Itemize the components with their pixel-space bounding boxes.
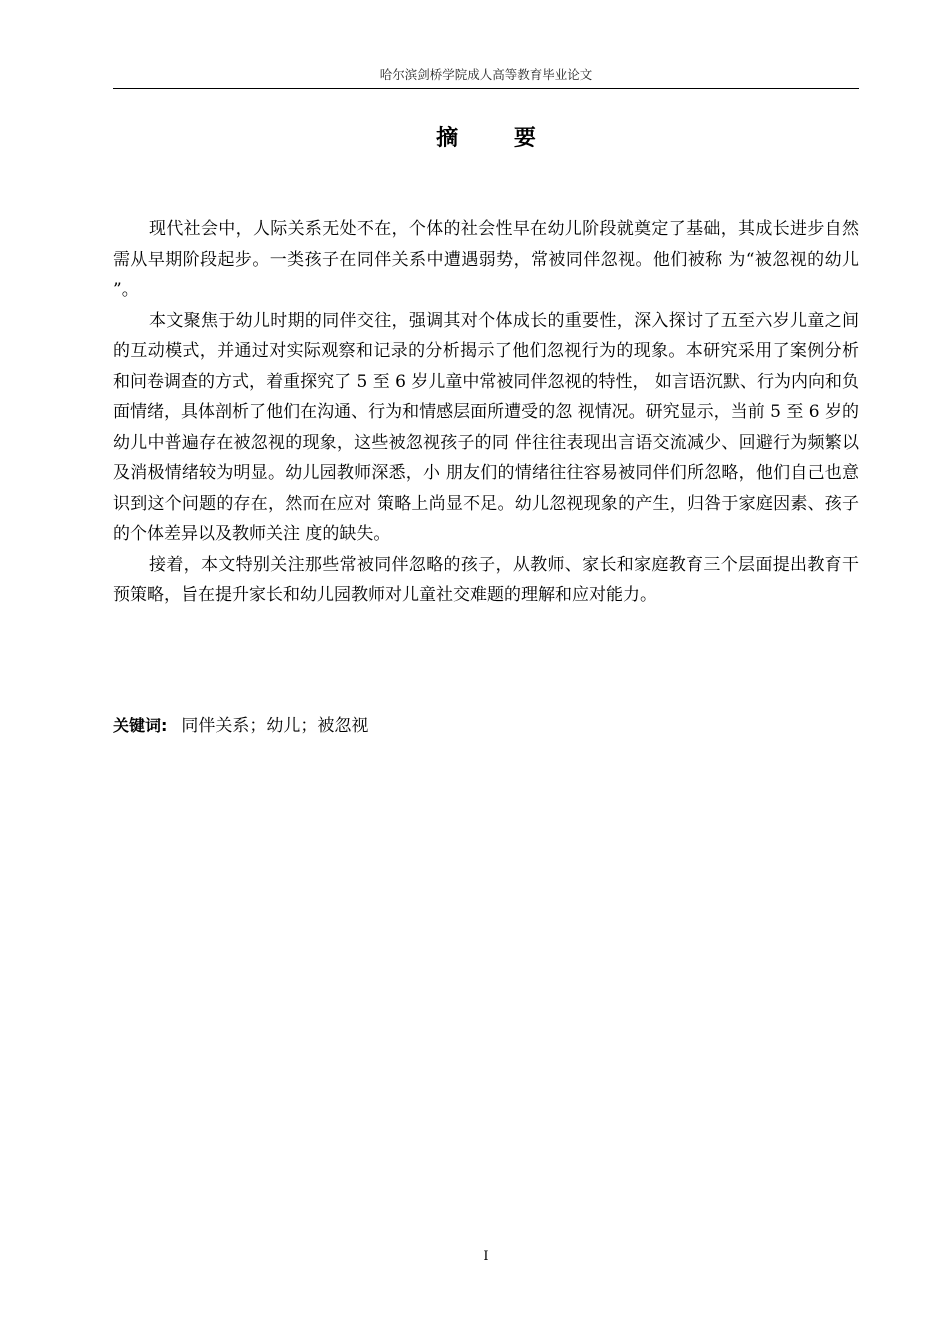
header-divider [113, 88, 859, 89]
keywords-label: 关键词: [113, 716, 168, 735]
abstract-title: 摘 要 [436, 126, 560, 151]
abstract-paragraph-1: 现代社会中，人际关系无处不在，个体的社会性早在幼儿阶段就奠定了基础，其成长进步自然需从早期阶段起步。一类孩子在同伴关系中遭遇弱势，常被同伴忽视。他们被称 为“被忽视的幼儿 ”。 [113, 219, 859, 300]
keywords-line [113, 712, 859, 740]
page-number: I [483, 1249, 489, 1264]
keywords-value: 同伴关系；幼儿；被忽视 [181, 716, 369, 736]
running-header: 哈尔滨剑桥学院成人高等教育毕业论文 [379, 67, 593, 82]
abstract-paragraph-3: 接着，本文特别关注那些常被同伴忽略的孩子，从教师、家长和家庭教育三个层面提出教育干预策略，旨在提升家长和幼儿园教师对儿童社交难题的理解和应对能力。 [113, 554, 859, 605]
abstract-paragraph-2: 本文聚焦于幼儿时期的同伴交往，强调其对个体成长的重要性，深入探讨了五至六岁儿童之间的互动模式，并通过对实际观察和记录的分析揭示了他们忽视行为的现象。本研究采用了案例分析和问卷调查的方式，着重探究了 5 至 6 岁儿童中常被同伴忽视的特性， 如言语沉默、行为内向和负面情绪，具体剖析了他们在沟通、行为和情感层面所遭受的忽 视情况。研究显示，当前 5 至 6 岁的幼儿中普遍存在被忽视的现象，这些被忽视孩子的同 伴往往表现出言语交流减少、回避行为频繁以及消极情绪较为明显。幼儿园教师深悉，小 朋友们的情绪往往容易被同伴们所忽略，他们自己也意识到这个问题的存在，然而在应对 策略上尚显不足。幼儿忽视现象的产生，归咎于家庭因素、孩子的个体差异以及教师关注 度的缺失。 [113, 310, 859, 544]
abstract-body [113, 214, 859, 611]
